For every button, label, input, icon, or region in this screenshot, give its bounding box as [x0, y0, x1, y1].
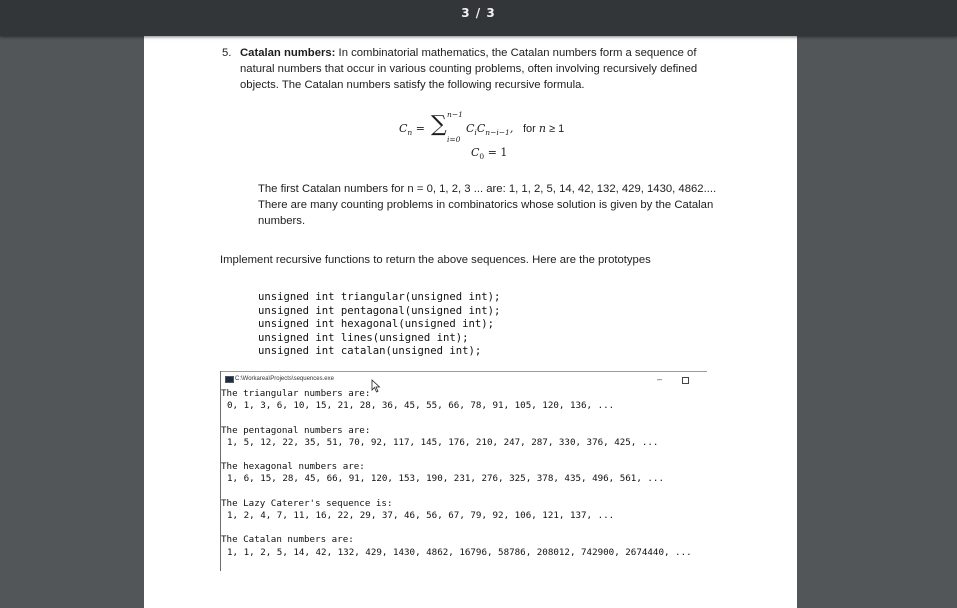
- formula-sum-upper: n−1: [447, 110, 463, 119]
- document-page: [144, 36, 797, 608]
- console-app-icon: [225, 376, 234, 383]
- console-header: The Catalan numbers are:: [221, 534, 354, 546]
- console-values: 1, 1, 2, 5, 14, 42, 132, 429, 1430, 4862, 16796, 58786, 208012, 742900, 2674440, ...: [227, 546, 692, 558]
- code-line: unsigned int catalan(unsigned int);: [258, 345, 482, 357]
- console-block: [221, 498, 692, 522]
- code-block: [258, 291, 500, 359]
- console-block: [221, 461, 692, 485]
- sigma-icon: ∑: [431, 112, 447, 137]
- formula-base: $C_0 = 1$: [471, 146, 508, 162]
- console-header: The triangular numbers are:: [221, 388, 371, 399]
- console-values: 1, 6, 15, 28, 45, 66, 91, 120, 153, 190, 231, 276, 325, 378, 435, 496, 561, ...: [227, 473, 664, 485]
- console-values: 1, 5, 12, 22, 35, 51, 70, 92, 117, 145, 176, 210, 247, 287, 330, 376, 425, ...: [227, 436, 659, 448]
- instructions-text: Implement recursive functions to return the above sequences. Here are the prototypes: [220, 254, 651, 266]
- console-block: [221, 425, 692, 449]
- maximize-icon: [682, 377, 689, 384]
- page-counter: 3 / 3: [461, 6, 496, 20]
- list-item-text: In combinatorial mathematics, the Catalan numbers form a sequence of natural numbers that occur in various counting problems, often involving recursively defined objects. The Catalan numbers satisfy the following recursive formula.: [240, 47, 698, 91]
- code-line: unsigned int lines(unsigned int);: [258, 331, 469, 344]
- list-item-catalan: [222, 45, 720, 93]
- formula-term: $C_iC_{n-i-1}$,: [466, 122, 514, 138]
- code-line: unsigned int pentagonal(unsigned int);: [258, 304, 501, 317]
- console-title: C:\Workarea\Projects\sequences.exe: [235, 376, 334, 382]
- list-item-number: 5.: [222, 47, 232, 59]
- console-screenshot: [220, 371, 707, 571]
- formula-lhs: $C_n$ =: [399, 122, 425, 138]
- catalan-description: The first Catalan numbers for n = 0, 1, 2, 3 ... are: 1, 1, 2, 5, 14, 42, 132, 429, 1430, 4862.... There are many counting problems in combinatorics whose solution is given by the Catalan numbers.: [258, 183, 717, 227]
- console-header: The pentagonal numbers are:: [221, 424, 371, 436]
- code-line: unsigned int hexagonal(unsigned int);: [258, 318, 494, 330]
- console-header: The hexagonal numbers are:: [221, 461, 365, 473]
- console-titlebar: [221, 371, 707, 386]
- code-line: unsigned int triangular(unsigned int);: [258, 291, 501, 303]
- console-block: [221, 388, 692, 412]
- formula-condition: for n ≥ 1: [523, 122, 565, 135]
- console-values: 0, 1, 3, 6, 10, 15, 21, 28, 36, 45, 55, 66, 78, 91, 105, 120, 136, ...: [227, 400, 615, 412]
- console-values: 1, 2, 4, 7, 11, 16, 22, 29, 37, 46, 56, 67, 79, 92, 106, 121, 137, ...: [227, 509, 615, 521]
- minimize-icon: –: [657, 374, 663, 384]
- console-block: [221, 534, 692, 558]
- formula-sum-lower: i=0: [447, 135, 461, 144]
- console-header: The Lazy Caterer's sequence is:: [221, 497, 393, 509]
- viewer-toolbar: [0, 0, 957, 36]
- list-item-title: Catalan numbers:: [240, 47, 336, 59]
- catalan-formula: [399, 112, 659, 162]
- console-output: [221, 388, 692, 571]
